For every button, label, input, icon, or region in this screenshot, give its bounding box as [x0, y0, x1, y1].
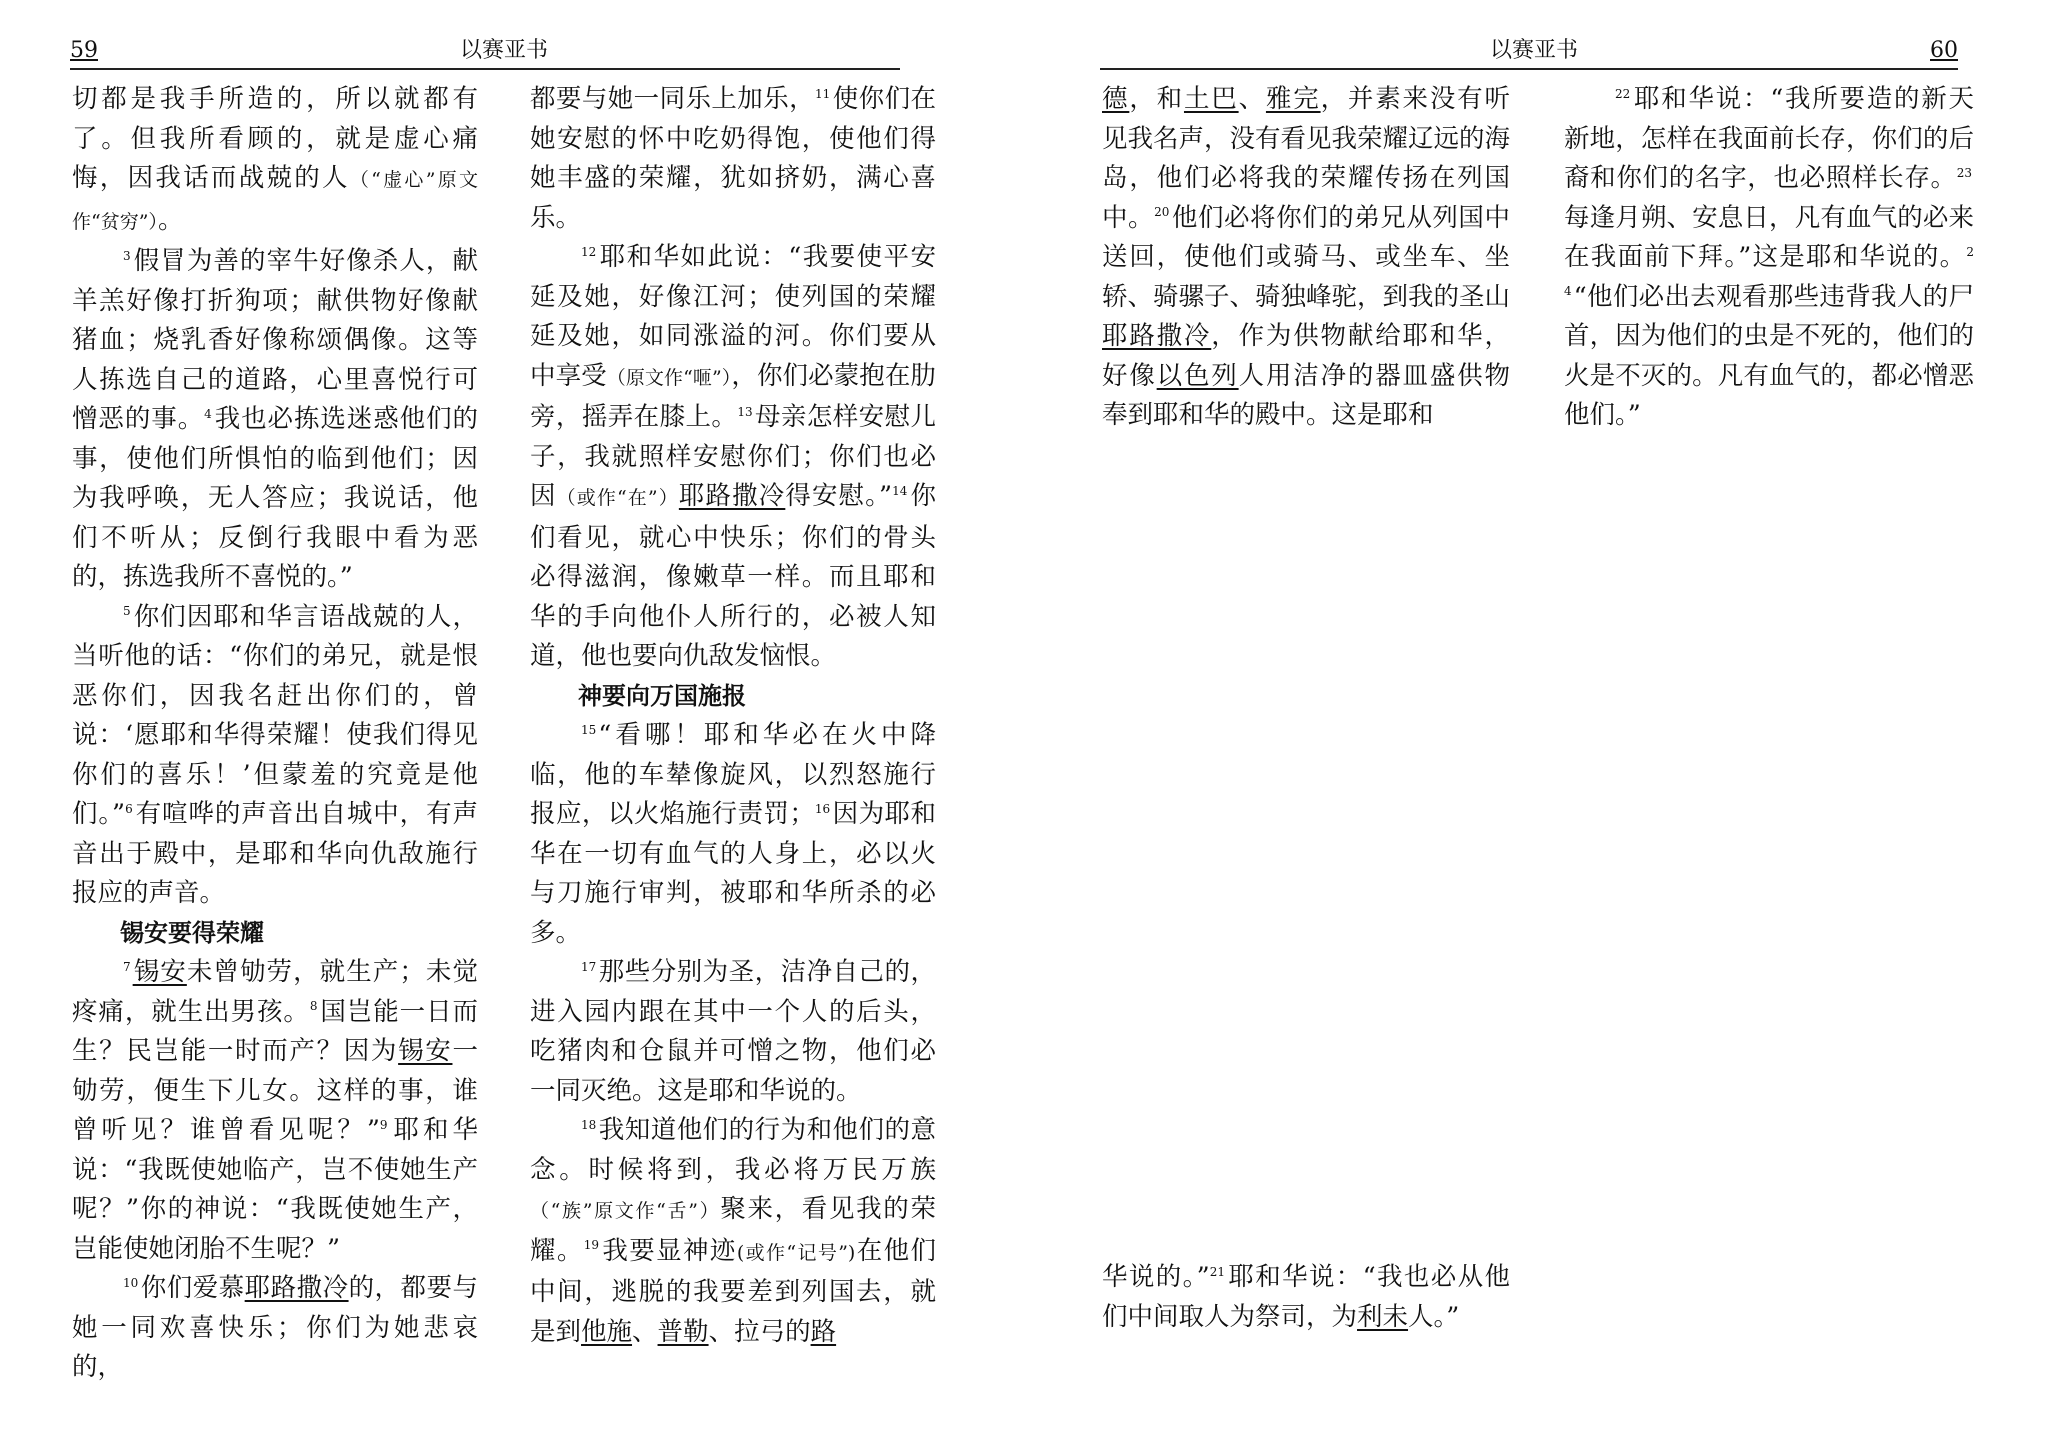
- verse-text: 你们爱慕: [140, 1273, 245, 1303]
- proper-noun: 他施: [581, 1316, 633, 1347]
- verse-text: 人。”: [1408, 1301, 1460, 1332]
- verse-number: 7: [123, 959, 131, 974]
- right-running-title: 以赛亚书: [1490, 38, 1579, 63]
- proper-noun: 以色列: [1156, 360, 1239, 391]
- verse-text: 耶和华说：“我所要造的新天新地，怎样在我面前长存，你们的后裔和你们的名字，也必照样长存。: [1564, 84, 1974, 193]
- proper-noun: 路: [810, 1316, 837, 1347]
- verse-text: 未曾劬劳，就生产；未觉疼痛，就生出男孩。: [72, 957, 478, 1027]
- verse-text: “他们必出去观看那些违背我人的尸首，因为他们的虫是不死的，他们的火是不灭的。凡有血气的，都必憎恶他们。”: [1564, 281, 1974, 430]
- verse-text: 、: [632, 1316, 658, 1347]
- verse-text: 我也必拣选迷惑他们的事，使他们所惧怕的临到他们；因为我呼唤，无人答应；我说话，他们不听从；反倒行我眼中看为恶的，拣选我所不喜悦的。”: [72, 404, 478, 592]
- paragraph: [1102, 1258, 1510, 1337]
- verse-text: 人用洁净的器皿盛供物奉到耶和华的殿中。这是耶和: [1102, 360, 1510, 430]
- proper-noun: 德: [1102, 84, 1130, 114]
- verse-number: 19: [583, 1238, 600, 1252]
- left-page-header: [70, 34, 900, 70]
- verse-number: 18: [581, 1117, 597, 1132]
- section-heading: 神要向万国施报: [578, 681, 746, 710]
- footnote-inline: （原文作“咂”）: [606, 366, 732, 389]
- verse-text: ，和: [1129, 84, 1184, 114]
- right-page-column-2: [1564, 80, 1974, 436]
- verse-number: 3: [123, 248, 131, 263]
- proper-noun: 锡安: [132, 957, 187, 987]
- verse-number: 8: [309, 999, 318, 1013]
- verse-text: 一劬劳，便生下儿女。这样的事，谁曾听见？谁曾看见呢？”: [72, 1036, 478, 1145]
- paragraph: [530, 80, 936, 238]
- verse-number: 4: [204, 406, 212, 421]
- verse-text: 有喧哗的声音出自城中，有声音出于殿中，是耶和华向仇敌施行报应的声音。: [72, 799, 478, 908]
- proper-noun: 雅完: [1265, 84, 1321, 114]
- verse-number: 14: [892, 483, 908, 498]
- verse-text: 假冒为善的宰牛好像杀人，献羊羔好像打折狗项；献供物好像献猪血；烧乳香好像称颂偶像。这等人拣选自己的道路，心里喜悦行可憎恶的事。: [72, 246, 478, 434]
- left-page-column-2: [530, 80, 936, 1352]
- paragraph: [1102, 80, 1510, 436]
- paragraph: [530, 1111, 936, 1352]
- verse-text: 聚来，看见我的荣耀。: [530, 1194, 936, 1266]
- verse-number: 12: [581, 244, 597, 259]
- verse-text: 切都是我手所造的，所以就都有了。但我所看顾的，就是虚心痛悔，因我话而战兢的人: [72, 84, 478, 193]
- paragraph: [530, 238, 936, 677]
- verse-number: 10: [123, 1275, 139, 1290]
- right-page-column-1-bottom: [1102, 1258, 1510, 1337]
- left-page-column-1: [72, 80, 478, 1388]
- verse-text: 耶和华说：“我也必从他们中间取人为祭司，为: [1102, 1262, 1510, 1332]
- verse-text: 我要显神迹: [601, 1235, 737, 1266]
- left-page-number: 59: [70, 38, 98, 63]
- section-heading: 锡安要得荣耀: [120, 918, 264, 947]
- verse-text: 在他们中间，逃脱的我要差到列国去，就是到: [530, 1235, 936, 1347]
- verse-text: 耶和华说：“我既使她临产，岂不使她生产呢？”你的神说：“我既使她生产，岂能使她闭胎不生呢？”: [72, 1115, 478, 1264]
- verse-text: 耶和华如此说：“我要使平安延及她，好像江河；使列国的荣耀延及她，如同涨溢的河。你们要从中享受: [530, 242, 936, 391]
- verse-number: 15: [581, 722, 597, 737]
- right-page-number: 60: [1930, 38, 1958, 63]
- verse-text: 那些分别为圣，洁净自己的，进入园内跟在其中一个人的后头，吃猪肉和仓鼠并可憎之物，他们必一同灭绝。这是耶和华说的。: [530, 957, 936, 1106]
- verse-number: 16: [814, 801, 831, 816]
- footnote-inline: （“虚心”原文作“贫穷”）: [72, 169, 478, 233]
- verse-text: 母亲怎样安慰儿子，我就照样安慰你们；你们也必因: [530, 402, 936, 511]
- verse-text: 他们必将你们的弟兄从列国中送回，使他们或骑马、或坐车、坐轿、骑骡子、骑独峰驼，到我的圣山: [1102, 202, 1511, 312]
- proper-noun: 锡安: [398, 1036, 453, 1066]
- verse-number: 17: [581, 959, 597, 974]
- verse-text: 你们因耶和华言语战兢的人，当听他的话：“你们的弟兄，就是恨恶你们，因我名赶出你们的，曾说：‘愿耶和华得荣耀！使我们得见你们的喜乐！’但蒙羞的究竟是他们。”: [72, 601, 478, 829]
- verse-text: 因为耶和华在一切有血气的人身上，必以火与刀施行审判，被耶和华所杀的必多。: [530, 799, 936, 948]
- right-page-column-1: [1102, 80, 1510, 436]
- proper-noun: 利未: [1357, 1301, 1409, 1332]
- verse-number: 9: [379, 1117, 388, 1132]
- paragraph: [72, 1269, 478, 1388]
- verse-text: 、: [1238, 84, 1266, 114]
- footnote-inline: （或作“在”）: [556, 487, 679, 509]
- verse-text: “看哪！耶和华必在火中降临，他的车辇像旋风，以烈怒施行报应，以火焰施行责罚；: [530, 720, 936, 829]
- verse-text: 、拉弓的: [708, 1316, 811, 1347]
- verse-text: 得安慰。”: [785, 481, 893, 511]
- verse-number: 20: [1154, 205, 1170, 219]
- footnote-inline: （“族”原文作“舌”）: [530, 1200, 721, 1222]
- verse-number: 24: [1564, 244, 1974, 298]
- footnote-inline: (或作“记号”): [736, 1241, 856, 1264]
- verse-text: ，你们必蒙抱在肋旁，摇弄在膝上。: [530, 360, 936, 432]
- paragraph: [72, 80, 478, 242]
- paragraph: [530, 716, 936, 953]
- verse-text: 你们看见，就心中快乐；你们的骨头必得滋润，像嫩草一样。而且耶和华的手向他仆人所行的，必被人知道，他也要向仇敌发恼恨。: [530, 481, 936, 671]
- proper-noun: 耶路撒冷: [678, 481, 786, 511]
- verse-text: 国岂能一日而生？民岂能一时而产？因为: [72, 996, 478, 1066]
- verse-text: 每逢月朔、安息日，凡有血气的必来在我面前下拜。”这是耶和华说的。: [1564, 202, 1974, 272]
- paragraph: [72, 953, 478, 1269]
- proper-noun: 耶路撒冷: [244, 1273, 349, 1303]
- paragraph: [530, 953, 936, 1111]
- paragraph: [72, 598, 478, 914]
- left-running-title: 以赛亚书: [460, 38, 549, 63]
- verse-text: ，并素来没有听见我名声，没有看见我荣耀辽远的海岛，他们必将我的荣耀传扬在列国中。: [1102, 84, 1511, 233]
- proper-noun: 普勒: [657, 1316, 709, 1347]
- verse-number: 21: [1209, 1264, 1226, 1279]
- verse-text: ，作为供物献给耶和华，好像: [1102, 321, 1510, 391]
- paragraph: [72, 242, 478, 598]
- verse-number: 13: [737, 404, 753, 419]
- verse-text: 我知道他们的行为和他们的意念。时候将到，我必将万民万族: [530, 1115, 936, 1185]
- verse-number: 5: [123, 604, 131, 618]
- proper-noun: 土巴: [1183, 84, 1239, 114]
- right-page-header: [1100, 34, 1958, 70]
- verse-text: 的，都要与她一同欢喜快乐；你们为她悲哀的，: [72, 1273, 478, 1382]
- verse-number: 23: [1956, 165, 1972, 180]
- verse-number: 22: [1615, 86, 1631, 101]
- proper-noun: 耶路撒冷: [1102, 321, 1212, 351]
- verse-number: 6: [125, 801, 133, 816]
- verse-text: 。: [157, 204, 184, 235]
- verse-text: 都要与她一同乐上加乐，: [530, 84, 816, 114]
- paragraph: [1564, 80, 1974, 436]
- verse-text: 华说的。”: [1102, 1262, 1210, 1292]
- verse-text: 使你们在她安慰的怀中吃奶得饱，使他们得她丰盛的荣耀，犹如挤奶，满心喜乐。: [530, 84, 936, 233]
- verse-number: 11: [815, 86, 831, 101]
